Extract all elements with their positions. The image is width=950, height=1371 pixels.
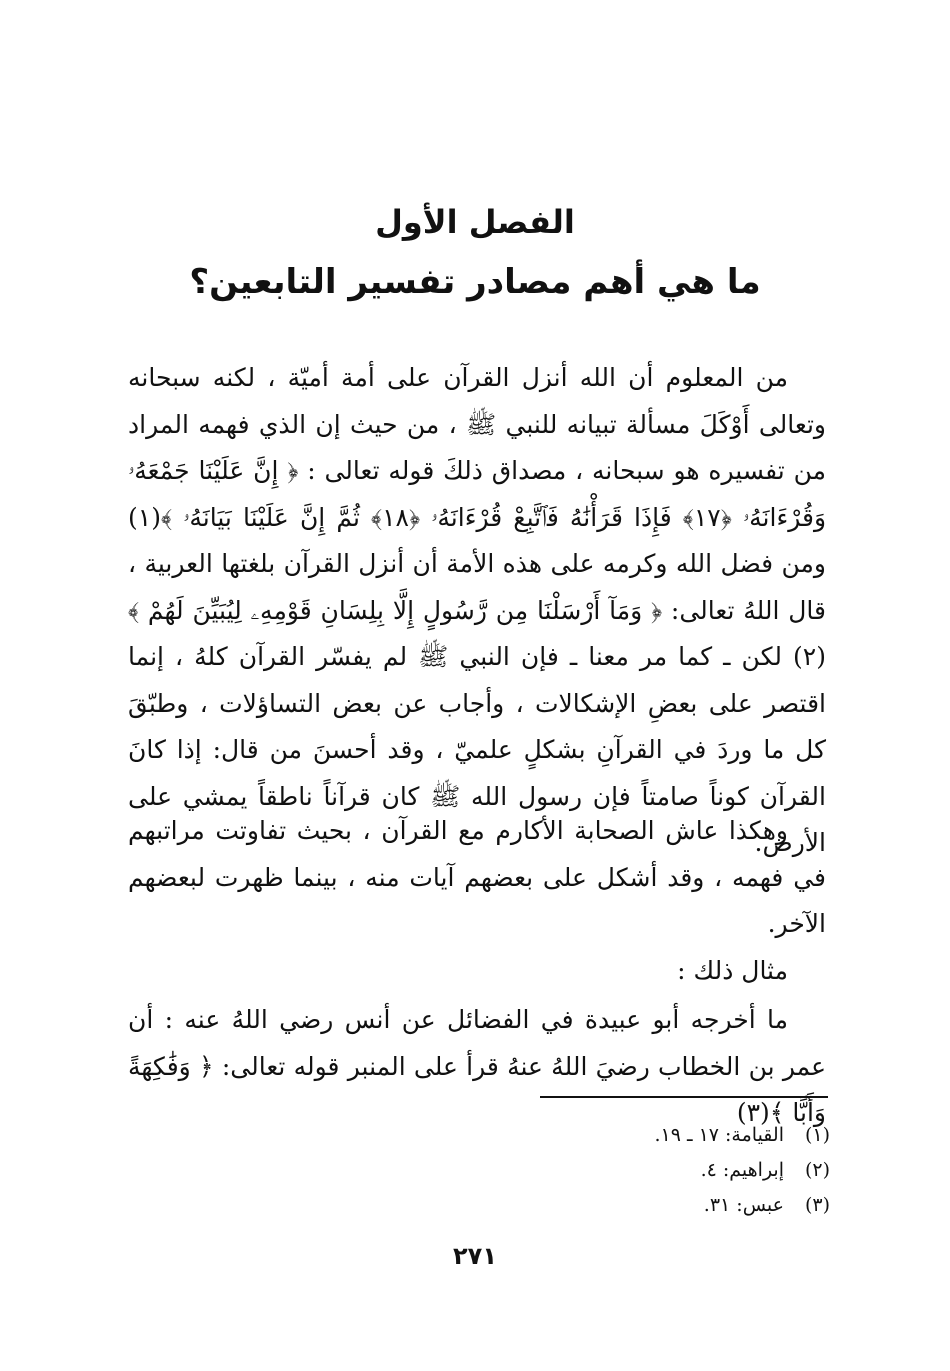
footnote-number: (٣) bbox=[804, 1194, 830, 1216]
chapter-question-heading: ما هي أهم مصادر تفسير التابعين؟ bbox=[189, 262, 761, 302]
footnote-item bbox=[420, 1153, 830, 1188]
paragraph-example-label: مثال ذلك : bbox=[677, 956, 788, 985]
paragraph-example: ما أخرجه أبو عبيدة في الفضائل عن أنس رضي اللهُ عنه : أن عمر بن الخطاب رضيَ اللهُ عنهُ قرأ على المنبر قوله تعالى: ﴿ وَفَٰكِهَةً وَأَبًّا ﴾(٣) bbox=[128, 1005, 826, 1127]
paragraph-companions: وهكذا عاش الصحابة الأكارم مع القرآن ، بحيث تفاوتت مراتبهم في فهمه ، وقد أشكل على بعضهم آيات منه ، بينما ظهرت لبعضهم الآخر. bbox=[128, 816, 826, 938]
footnotes-list bbox=[420, 1118, 830, 1223]
paragraph-intro: من المعلوم أن الله أنزل القرآن على أمة أميّة ، لكنه سبحانه وتعالى أَوْكَلَ مسألة تبيانه للنبي ﷺ ، من حيث إن الذي فهمه المراد من تفسيره هو سبحانه ، مصداق ذلكَ قوله تعالى : ﴿ إِنَّ عَلَيْنَا جَمْعَهُۥ وَقُرْءَانَهُۥ ﴿١٧﴾ فَإِذَا قَرَأْنَٰهُ فَٱتَّبِعْ قُرْءَانَهُۥ ﴿١٨﴾ ثُمَّ إِنَّ عَلَيْنَا بَيَانَهُۥ ﴾(١) ومن فضل الله وكرمه على هذه الأمة أن أنزل القرآن بلغتها العربية ، قال اللهُ تعالى: ﴿ وَمَآ أَرْسَلْنَا مِن رَّسُولٍ إِلَّا بِلِسَانِ قَوْمِهِۦ لِيُبَيِّنَ لَهُمْ ﴾(٢) لكن ـ كما مر معنا ـ فإن النبي ﷺ لم يفسّر القرآن كلهُ ، إنما اقتصر على بعضِ الإشكالات ، وأجاب عن بعض التساؤلات ، وطبّقَ كل ما وردَ في القرآنِ بشكلٍ علميّ ، وقد أحسنَ من قال: إذا كانَ القرآن كوناً صامتاً فإن رسول الله ﷺ كان قرآناً ناطقاً يمشي على الأرض. bbox=[128, 363, 827, 857]
footnote-divider bbox=[540, 1096, 828, 1098]
footnote-number: (٢) bbox=[804, 1159, 830, 1181]
footnote-number: (١) bbox=[804, 1124, 830, 1146]
page-number: ٢٧١ bbox=[453, 1242, 497, 1270]
footnote-item bbox=[420, 1188, 830, 1223]
footnote-text: عبس: ٣١. bbox=[703, 1194, 784, 1216]
footnote-item bbox=[420, 1118, 830, 1153]
footnote-text: القيامة: ١٧ ـ ١٩. bbox=[654, 1124, 784, 1146]
footnote-text: إبراهيم: ٤. bbox=[700, 1159, 784, 1181]
chapter-title: الفصل الأول bbox=[375, 203, 575, 241]
